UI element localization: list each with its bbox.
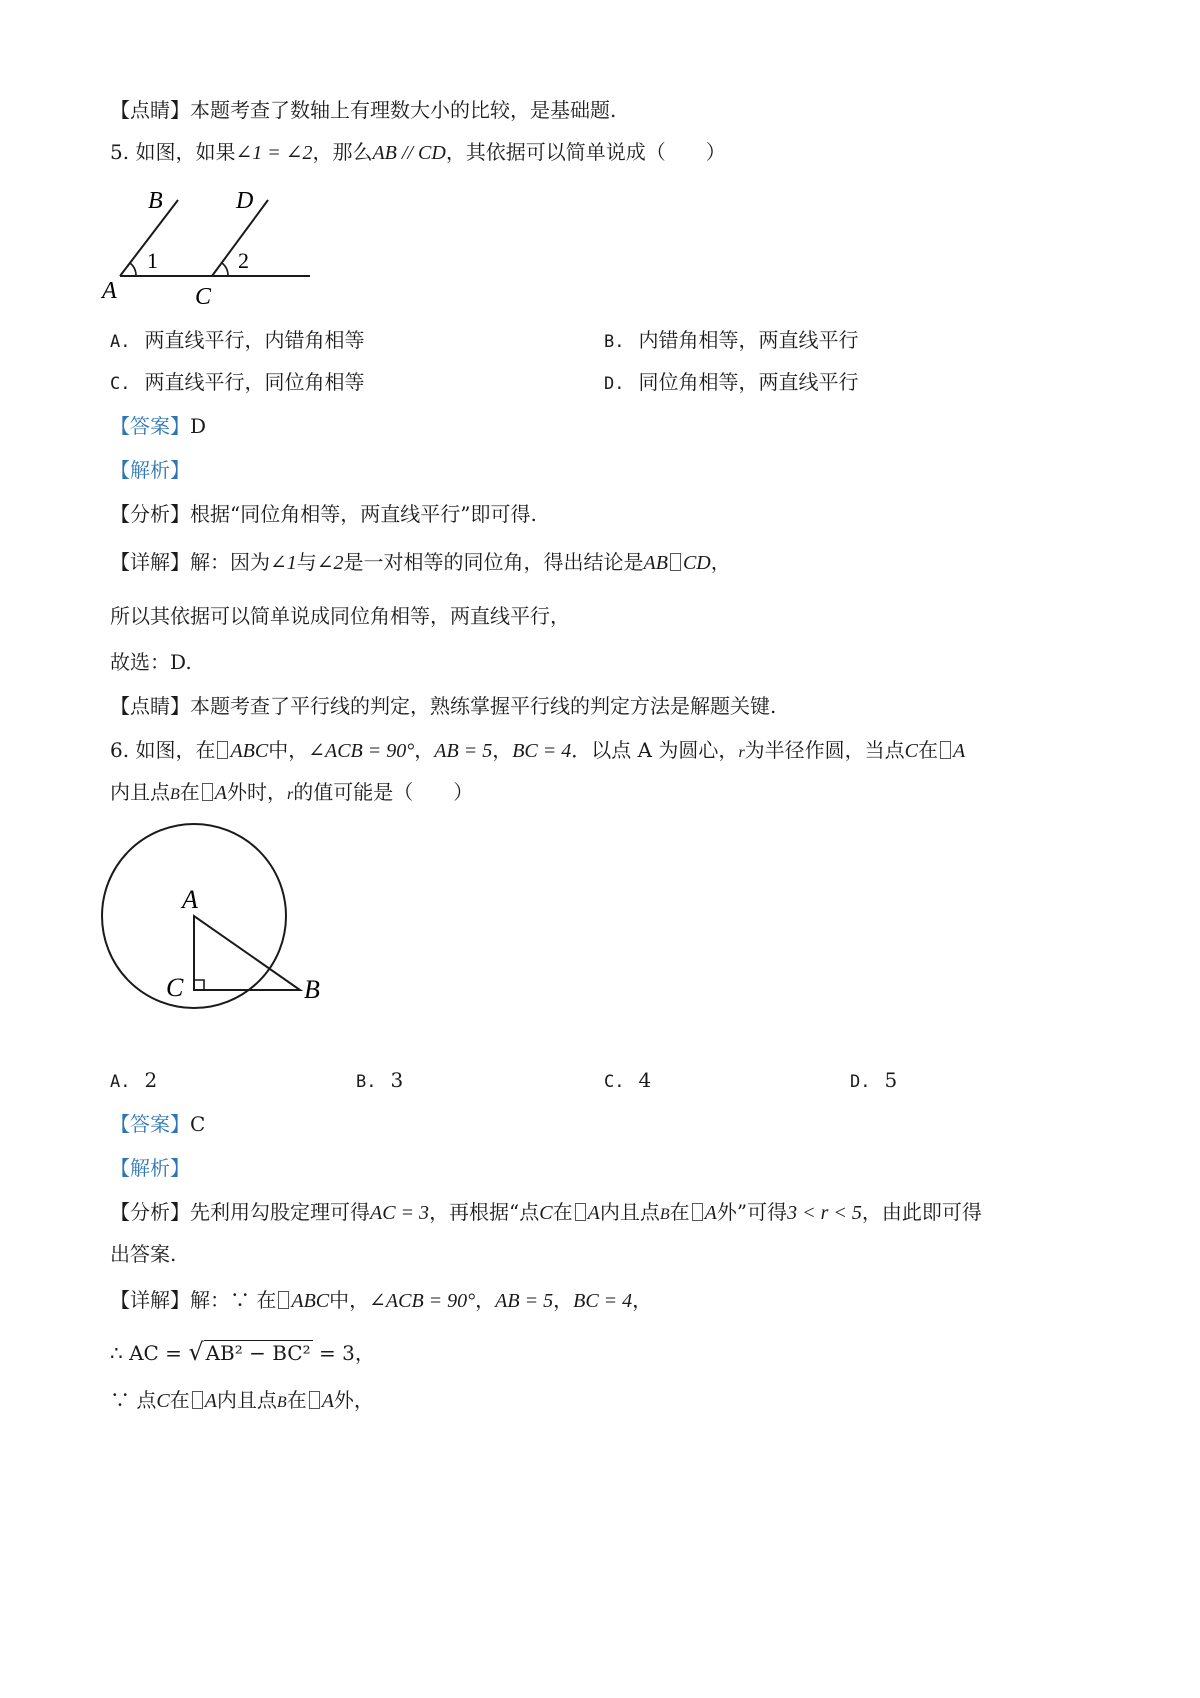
- q5-answer: 【答案】D: [110, 414, 207, 438]
- q5-analysis-label: 【解析】: [110, 458, 190, 482]
- unrendered-glyph-icon: [309, 1391, 320, 1409]
- q5-option-d[interactable]: D. 同位角相等，两直线平行: [604, 370, 859, 394]
- q5-label-c: C: [195, 284, 212, 310]
- q6-figure: [100, 820, 380, 1050]
- q5-detail: 【详解】解：因为∠1与∠2是一对相等的同位角，得出结论是AB CD，: [110, 550, 731, 574]
- q6-detail-line3: ∵ 点C在 A内且点B在 A外，: [110, 1388, 374, 1412]
- q6-detail-line2: ∴ AC = √ AB² − BC² = 3，: [110, 1338, 375, 1366]
- q5-figure: [100, 178, 340, 338]
- q5-detail-line3: 故选：D.: [110, 650, 192, 674]
- q5-label-one: 1: [147, 248, 158, 273]
- q6-stem-line2: 内且点B在 A外时，r的值可能是（ ）: [110, 780, 474, 804]
- q5-detail-line2: 所以其依据可以简单说成同位角相等，两直线平行，: [110, 604, 570, 628]
- q4-note: 【点睛】本题考查了数轴上有理数大小的比较，是基础题.: [110, 98, 617, 122]
- q6-stem-line1: 6. 如图，在 ABC中，∠ACB = 90°，AB = 5，BC = 4．以点 A 为圆心，r为半径作圆，当点C在 A: [110, 738, 966, 762]
- q5-label-a: A: [102, 278, 117, 304]
- unrendered-glyph-icon: [670, 553, 681, 571]
- q5-label-d: D: [236, 188, 254, 214]
- unrendered-glyph-icon: [192, 1391, 203, 1409]
- q6-option-d[interactable]: D. 5: [850, 1068, 898, 1092]
- q5-note: 【点睛】本题考查了平行线的判定，熟练掌握平行线的判定方法是解题关键.: [110, 694, 777, 718]
- q6-option-a[interactable]: A. 2: [110, 1068, 158, 1092]
- unrendered-glyph-icon: [217, 741, 228, 759]
- q6-answer: 【答案】C: [110, 1112, 206, 1136]
- q5-label-two: 2: [238, 248, 249, 273]
- q6-option-b[interactable]: B. 3: [356, 1068, 404, 1092]
- unrendered-glyph-icon: [202, 783, 213, 801]
- q6-detail-line1: 【详解】解：∵ 在 ABC中，∠ACB = 90°，AB = 5，BC = 4，: [110, 1288, 653, 1312]
- q5-stem: 5. 如图，如果∠1 = ∠2，那么AB // CD，其依据可以简单说成（ ）: [110, 140, 726, 164]
- q5-option-a[interactable]: A. 两直线平行，内错角相等: [110, 328, 365, 352]
- unrendered-glyph-icon: [940, 741, 951, 759]
- q5-analysis: 【分析】根据“同位角相等，两直线平行”即可得.: [110, 502, 537, 526]
- q6-analysis-label: 【解析】: [110, 1156, 190, 1180]
- q5-option-c[interactable]: C. 两直线平行，同位角相等: [110, 370, 365, 394]
- q5-option-b[interactable]: B. 内错角相等，两直线平行: [604, 328, 859, 352]
- unrendered-glyph-icon: [692, 1203, 703, 1221]
- q6-analysis-line1: 【分析】先利用勾股定理可得AC = 3，再根据“点C在 A内且点B在 A外”可得3 < r < 5，由此即可得: [110, 1200, 982, 1224]
- q5-label-b: B: [148, 188, 163, 214]
- unrendered-glyph-icon: [278, 1291, 289, 1309]
- unrendered-glyph-icon: [575, 1203, 586, 1221]
- q6-analysis-line2: 出答案.: [110, 1242, 177, 1266]
- q6-option-c[interactable]: C. 4: [604, 1068, 652, 1092]
- q6-label-b: B: [304, 975, 320, 1004]
- q6-label-a: A: [182, 885, 198, 914]
- q6-label-c: C: [166, 973, 184, 1002]
